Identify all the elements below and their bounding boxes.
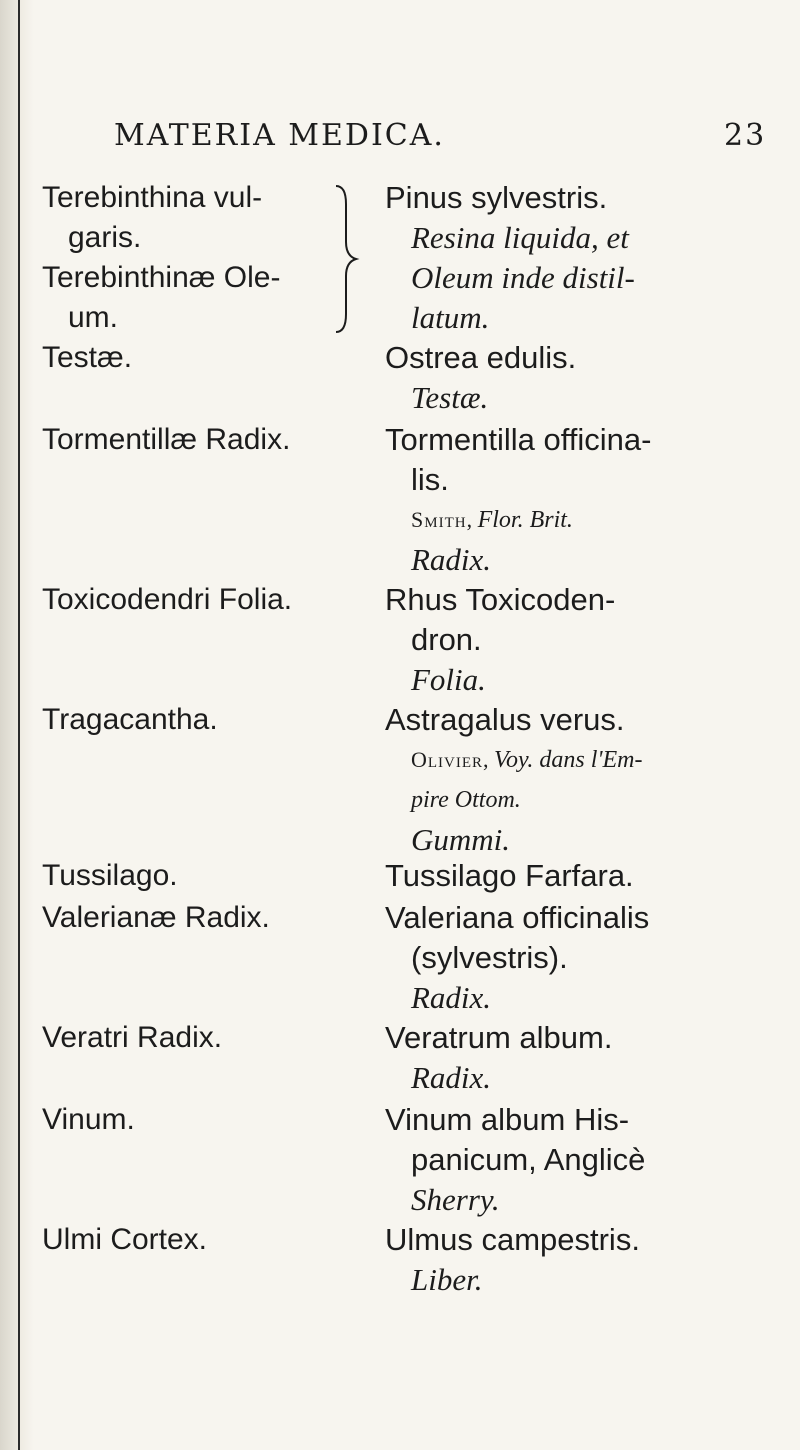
right-line: Tussilago Farfara. bbox=[385, 858, 634, 893]
reference-work: Voy. dans l'Em- bbox=[494, 747, 643, 773]
left-line: Testæ. bbox=[42, 341, 133, 374]
left-line: um. bbox=[68, 301, 119, 334]
left-line: Terebinthina vul- bbox=[42, 181, 263, 214]
left-line: Toxicodendri Folia. bbox=[42, 583, 293, 616]
entry-right bbox=[385, 898, 785, 1018]
right-line: Pinus sylvestris. bbox=[385, 180, 608, 215]
running-head: MATERIA MEDICA. bbox=[114, 118, 445, 153]
page-number: 23 bbox=[724, 118, 767, 153]
entry-left bbox=[42, 338, 372, 378]
right-line: dron. bbox=[411, 622, 482, 657]
right-italic-line: Folia. bbox=[411, 662, 486, 697]
reference-citation: Smith, Flor. Brit. bbox=[411, 507, 573, 533]
right-italic-line: Testæ. bbox=[411, 380, 489, 415]
reference-work: Flor. Brit. bbox=[477, 507, 573, 533]
binding-edge bbox=[18, 0, 20, 1450]
page-gutter bbox=[0, 0, 34, 1450]
entry-right bbox=[385, 700, 785, 860]
right-line: Astragalus verus. bbox=[385, 702, 625, 737]
entry-right bbox=[385, 420, 785, 580]
entry-right bbox=[385, 178, 785, 338]
reference-work-cont: pire Ottom. bbox=[411, 787, 521, 813]
left-line: Tussilago. bbox=[42, 859, 178, 892]
right-line: Tormentilla officina- bbox=[385, 422, 652, 457]
entry-left bbox=[42, 580, 372, 620]
entry-left bbox=[42, 1018, 372, 1058]
right-italic-line: latum. bbox=[411, 300, 490, 335]
entry-right bbox=[385, 1018, 785, 1098]
entry-left bbox=[42, 178, 372, 338]
right-line: Veratrum album. bbox=[385, 1020, 613, 1055]
entry-left bbox=[42, 898, 372, 938]
right-italic-line: Gummi. bbox=[411, 822, 511, 857]
entry-left bbox=[42, 700, 372, 740]
left-line: Valerianæ Radix. bbox=[42, 901, 270, 934]
right-italic-line: Sherry. bbox=[411, 1182, 500, 1217]
reference-author: Smith bbox=[411, 507, 467, 532]
entry-left bbox=[42, 1220, 372, 1260]
entry-right bbox=[385, 1100, 785, 1220]
left-line: Tragacantha. bbox=[42, 703, 218, 736]
right-italic-line: Liber. bbox=[411, 1262, 483, 1297]
right-line: panicum, Anglicè bbox=[411, 1142, 646, 1177]
entry-left bbox=[42, 856, 372, 896]
right-line: Rhus Toxicoden- bbox=[385, 582, 616, 617]
reference-citation-cont bbox=[385, 780, 785, 820]
right-line: Ostrea edulis. bbox=[385, 340, 577, 375]
left-line: Tormentillæ Radix. bbox=[42, 423, 291, 456]
right-italic-line: Resina liquida, et bbox=[411, 220, 629, 255]
entry-right bbox=[385, 338, 785, 418]
entry-right bbox=[385, 1220, 785, 1300]
right-line: Vinum album His- bbox=[385, 1102, 630, 1137]
right-italic-line: Radix. bbox=[411, 1060, 492, 1095]
curly-brace-icon bbox=[330, 184, 360, 334]
right-line: (sylvestris). bbox=[411, 940, 568, 975]
left-line: Veratri Radix. bbox=[42, 1021, 223, 1054]
right-italic-line: Radix. bbox=[411, 542, 492, 577]
reference-citation: Olivier, Voy. dans l'Em- bbox=[411, 747, 643, 773]
right-italic-line: Radix. bbox=[411, 980, 492, 1015]
entry-left bbox=[42, 1100, 372, 1140]
left-line: Terebinthinæ Ole- bbox=[42, 261, 281, 294]
entry-left bbox=[42, 420, 372, 460]
entry-right bbox=[385, 580, 785, 700]
right-line: Ulmus campestris. bbox=[385, 1222, 640, 1257]
entry-right bbox=[385, 856, 785, 896]
reference-author: Olivier bbox=[411, 747, 484, 772]
left-line: Vinum. bbox=[42, 1103, 135, 1136]
right-italic-line: Oleum inde distil- bbox=[411, 260, 635, 295]
right-line: lis. bbox=[411, 462, 449, 497]
left-line: garis. bbox=[68, 221, 142, 254]
right-line: Valeriana officinalis bbox=[385, 900, 650, 935]
left-line: Ulmi Cortex. bbox=[42, 1223, 208, 1256]
